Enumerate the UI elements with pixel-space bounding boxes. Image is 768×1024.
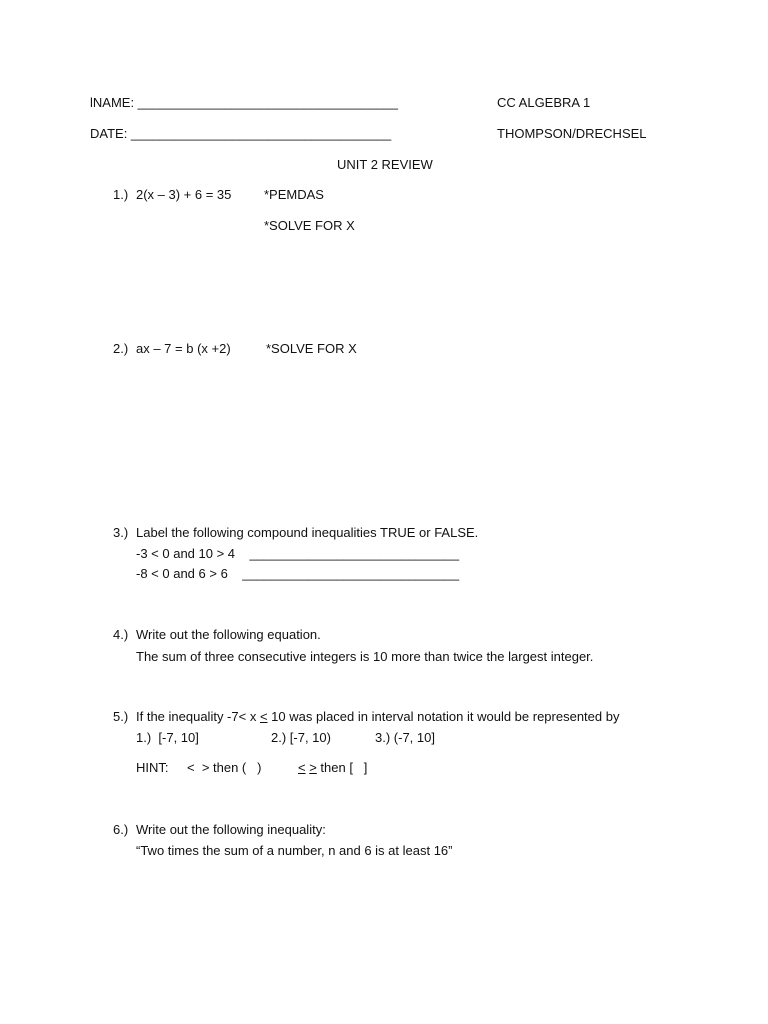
q3-number: 3.) [113, 525, 129, 540]
teacher-names: THOMPSON/DRECHSEL [497, 126, 647, 141]
q2-note-solve: *SOLVE FOR X [266, 341, 357, 356]
q3-inequality-2: -8 < 0 and 6 > 6 ______________________________ [136, 566, 460, 581]
q4-prompt: Write out the following equation. [136, 627, 321, 642]
page-title: UNIT 2 REVIEW [337, 157, 433, 172]
q5-hint-closed [298, 760, 367, 776]
q6-number: 6.) [113, 822, 129, 837]
q3-inequality-1: -3 < 0 and 10 > 4 _____________________________ [136, 546, 460, 561]
q5-prompt [136, 709, 619, 725]
q5-hint-label: HINT: [136, 760, 169, 775]
q5-hint-closed-text: then [ ] [316, 760, 368, 775]
q1-number: 1.) [113, 187, 129, 202]
q5-le-symbol: < [259, 709, 268, 724]
date-field-label: DATE: ____________________________________ [90, 126, 392, 141]
q6-prompt: Write out the following inequality: [136, 822, 326, 837]
name-field-label: lNAME: ____________________________________ [90, 95, 398, 110]
q1-note-pemdas: *PEMDAS [264, 187, 324, 202]
q3-prompt: Label the following compound inequalities TRUE or FALSE. [136, 525, 479, 540]
q6-statement: “Two times the sum of a number, n and 6 is at least 16” [136, 843, 453, 858]
q1-note-solve: *SOLVE FOR X [264, 218, 355, 233]
q5-prompt-end: 10 was placed in interval notation it would be represented by [267, 709, 620, 724]
q1-equation: 2(x – 3) + 6 = 35 [136, 187, 232, 202]
q5-option-2: 2.) [-7, 10) [271, 730, 331, 745]
q2-number: 2.) [113, 341, 129, 356]
q5-hint-ge-symbol: > [309, 760, 317, 775]
q5-hint-le-symbol: < [298, 760, 306, 775]
q5-option-1: 1.) [-7, 10] [136, 730, 199, 745]
q4-number: 4.) [113, 627, 129, 642]
q5-prompt-start: If the inequality -7< x [136, 709, 260, 724]
q5-hint-open: < > then ( ) [187, 760, 262, 775]
course-title: CC ALGEBRA 1 [497, 95, 591, 110]
q2-equation: ax – 7 = b (x +2) [136, 341, 231, 356]
q4-statement: The sum of three consecutive integers is 10 more than twice the largest integer. [136, 649, 594, 664]
q5-number: 5.) [113, 709, 129, 724]
q5-option-3: 3.) (-7, 10] [375, 730, 435, 745]
